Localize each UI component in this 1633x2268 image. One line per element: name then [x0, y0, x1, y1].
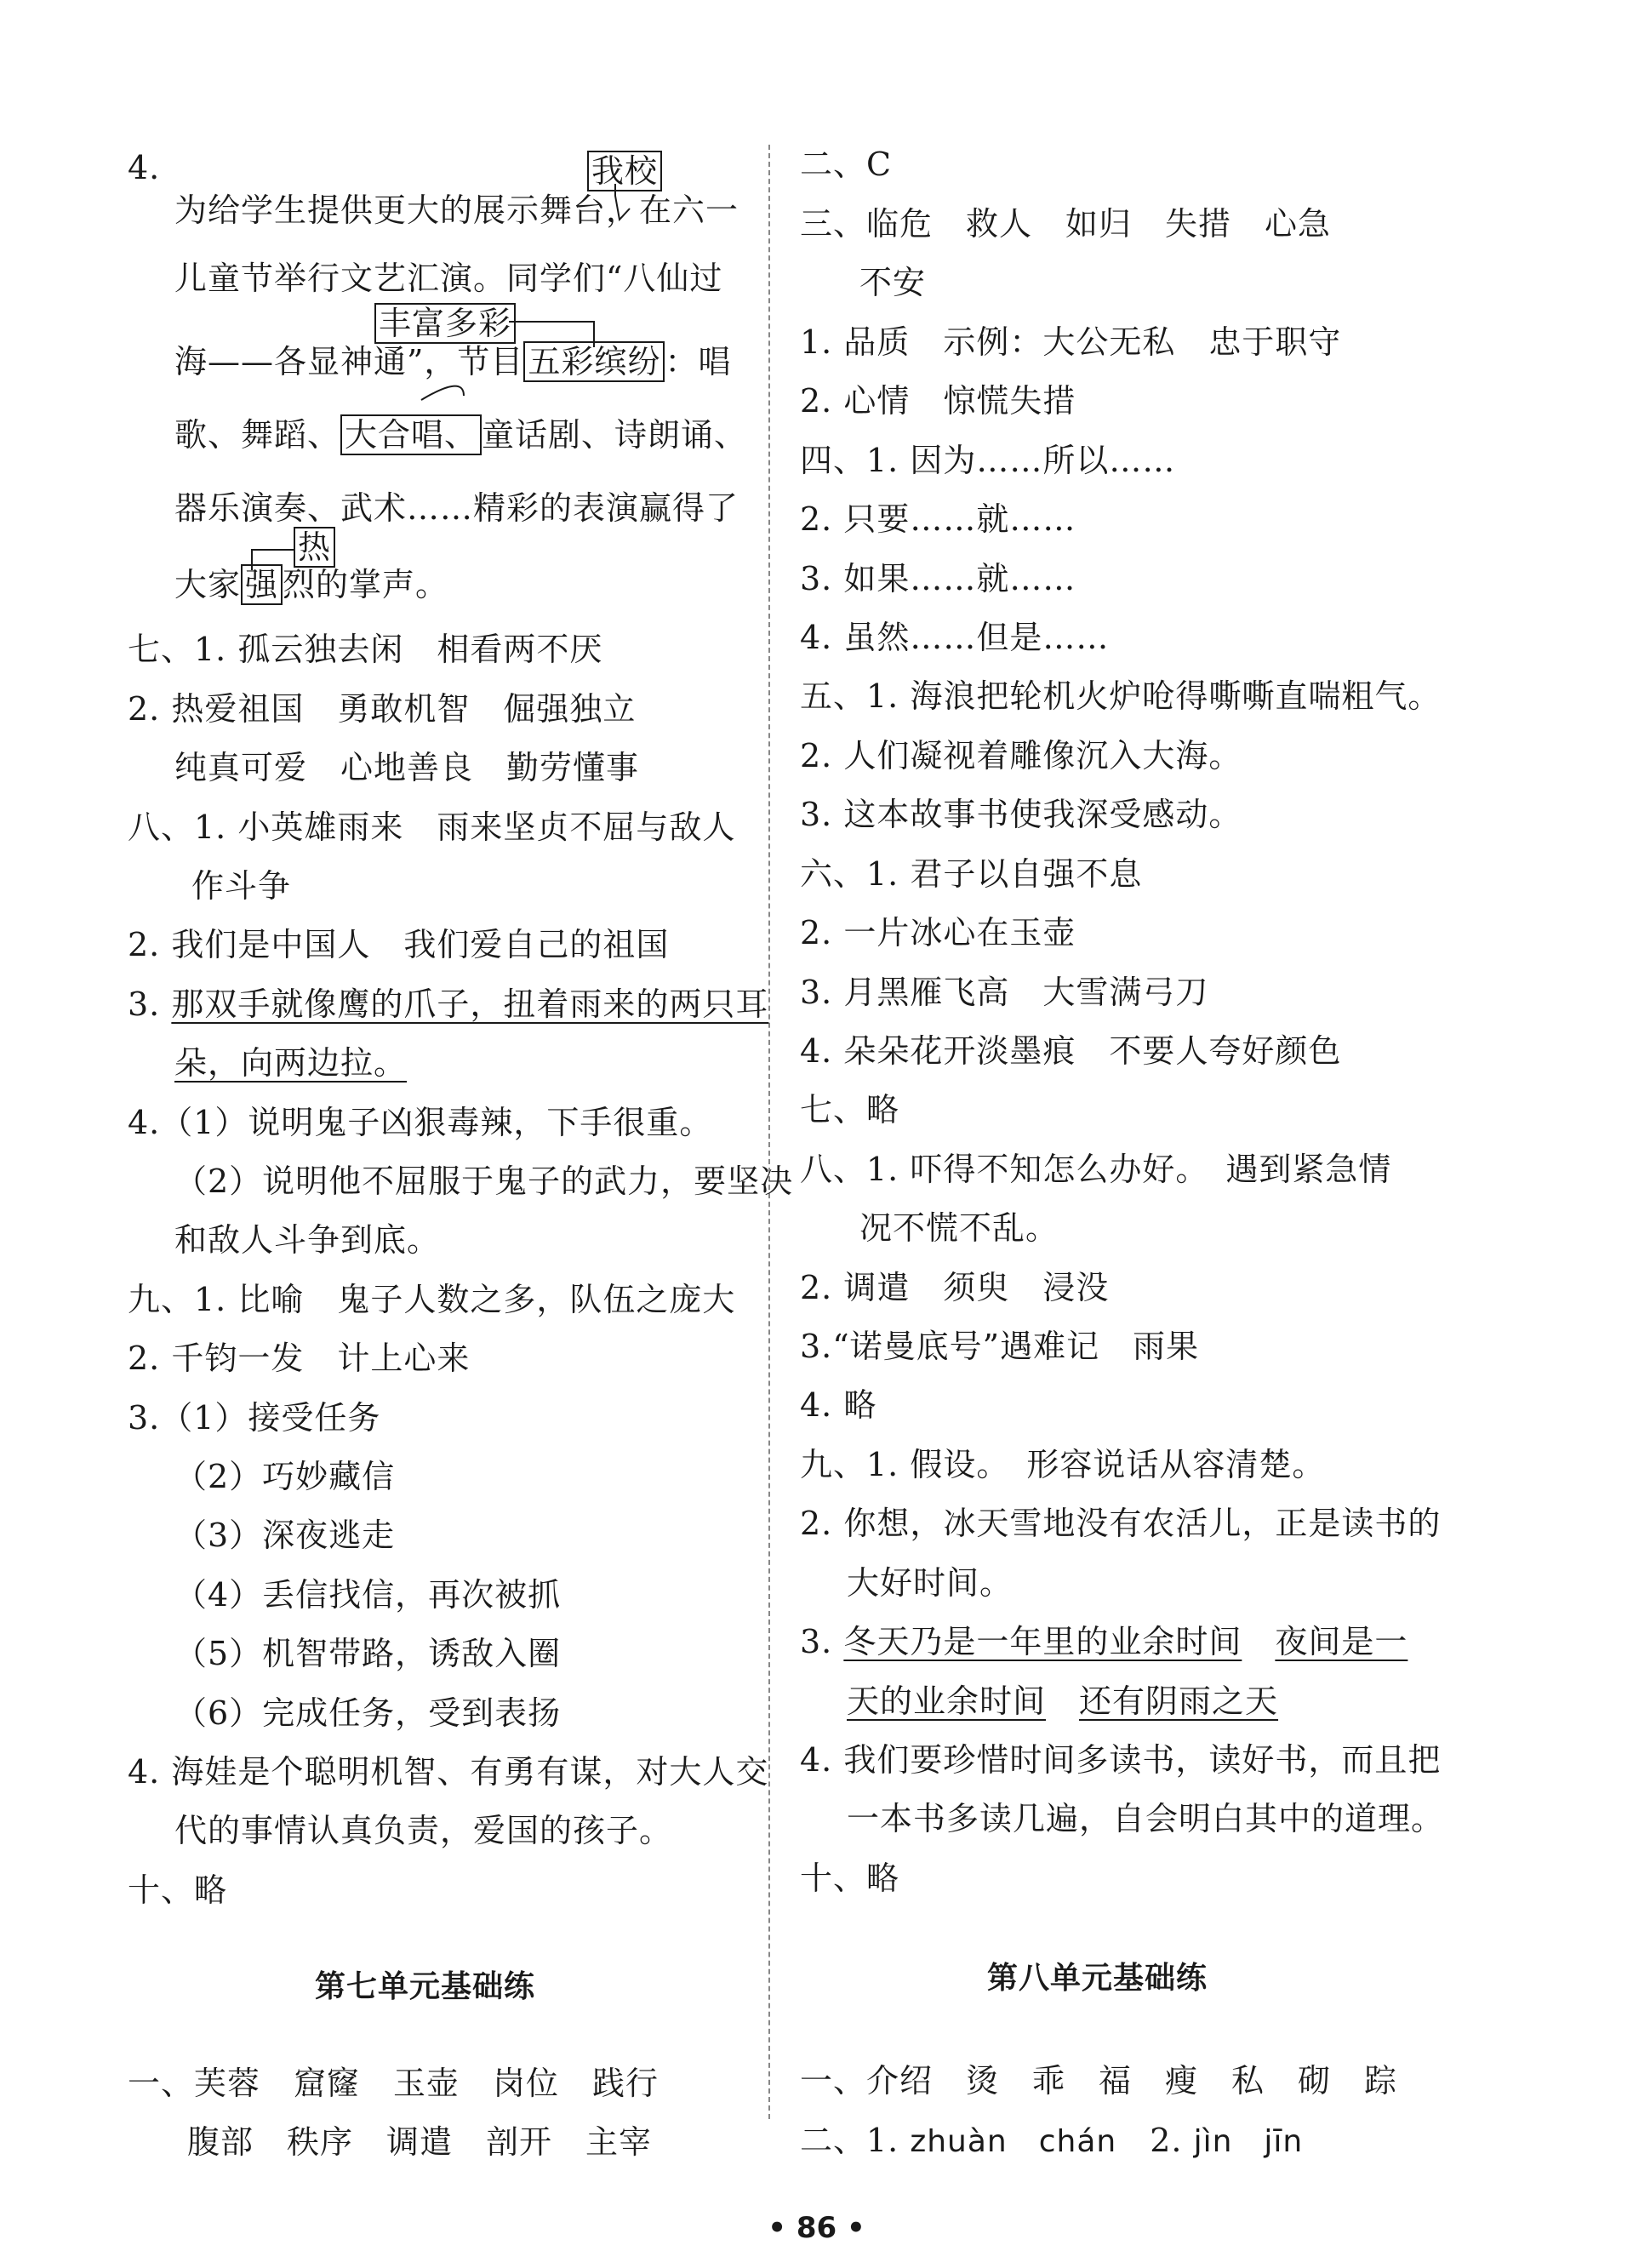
replace-line-mark	[509, 322, 594, 347]
s8-item-4c: 和敌人斗争到底。	[174, 1221, 441, 1259]
u8-item-2: 二、1. zhuàn chán 2. jìn jīn	[800, 2122, 1304, 2159]
page-number: • 86 •	[768, 2211, 865, 2245]
s9-item-3c: （3）深夜逃走	[174, 1517, 396, 1554]
s9-item-2: 2. 千钧一发 计上心来	[128, 1340, 471, 1377]
s9-item-4a: 4. 海娃是个聪明机智、有勇有谋，对大人交	[128, 1753, 769, 1791]
r9-item-2b: 大好时间。	[847, 1564, 1013, 1602]
r4-item-4: 4. 虽然……但是……	[800, 619, 1110, 656]
q4-line-3: 海——各显神通”，节目 五彩缤纷 ：唱	[174, 343, 732, 380]
insert-caret-mark	[615, 184, 630, 220]
r9-item-4b: 一本书多读几遍，自会明白其中的道理。	[847, 1800, 1445, 1837]
r3-item-a: 三、临危 救人 如归 失措 心急	[800, 205, 1332, 243]
r5-item-2: 2. 人们凝视着雕像沉入大海。	[800, 737, 1242, 774]
column-divider	[768, 145, 770, 2119]
s10-item: 十、略	[128, 1871, 228, 1909]
r3-item-2: 2. 心情 惊慌失措	[800, 382, 1076, 420]
q4-insert-fengfu: 丰富多彩	[374, 302, 516, 345]
r4-item-1: 四、1. 因为……所以……	[800, 442, 1176, 479]
r4-item-2: 2. 只要……就……	[800, 500, 1076, 538]
replace-line-mark-2	[252, 550, 294, 570]
r5-item-1: 五、1. 海浪把轮机火炉呛得嘶嘶直喘粗气。	[800, 677, 1442, 715]
q4-line-5: 器乐演奏、武术……精彩的表演赢得了	[174, 489, 739, 527]
edit-marks	[128, 0, 757, 613]
s9-item-3b: （2）巧妙藏信	[174, 1458, 396, 1495]
r9-item-3b: 天的业余时间 还有阴雨之天	[847, 1682, 1279, 1720]
r8-item-4: 4. 略	[800, 1386, 877, 1424]
r9-item-2a: 2. 你想，冰天雪地没有农活儿，正是读书的	[800, 1505, 1442, 1542]
r4-item-3: 3. 如果……就……	[800, 560, 1076, 597]
q4-insert-re: 热	[294, 526, 335, 568]
q4-line-1: 为给学生提供更大的展示舞台，在六一	[174, 191, 739, 229]
r9-item-1: 九、1. 假设。 形容说话从容清楚。	[800, 1446, 1326, 1483]
s9-item-3d: （4）丢信找信，再次被抓	[174, 1576, 562, 1614]
r8-item-3: 3.“诺曼底号”遇难记 雨果	[800, 1328, 1200, 1365]
r8-item-2: 2. 调遣 须臾 浸没	[800, 1269, 1110, 1306]
r6-item-2: 2. 一片冰心在玉壶	[800, 914, 1076, 951]
unit8-title: 第八单元基础练	[987, 1961, 1208, 1996]
s8-item-4b: （2）说明他不屈服于鬼子的武力，要坚决	[174, 1163, 794, 1200]
q4-line-2: 儿童节举行文艺汇演。同学们“八仙过	[174, 260, 723, 297]
r9-item-4a: 4. 我们要珍惜时间多读书，读好书，而且把	[800, 1741, 1442, 1779]
r6-item-1: 六、1. 君子以自强不息	[800, 855, 1143, 893]
u8-item-1: 一、介绍 烫 乖 福 瘦 私 砌 踪	[800, 2062, 1398, 2099]
r8-item-1b: 况不慌不乱。	[859, 1209, 1059, 1247]
swap-curve-mark	[421, 386, 464, 400]
s7-item-2a: 2. 热爱祖国 勇敢机智 倔强独立	[128, 690, 637, 728]
r5-item-3: 3. 这本故事书使我深受感动。	[800, 796, 1242, 833]
r6-item-4: 4. 朵朵花开淡墨痕 不要人夸好颜色	[800, 1032, 1342, 1070]
r3-item-1: 1. 品质 示例：大公无私 忠于职守	[800, 323, 1342, 361]
s9-item-4b: 代的事情认真负责，爱国的孩子。	[174, 1812, 673, 1849]
s9-item-3a: 3.（1）接受任务	[128, 1399, 381, 1437]
r2-item: 二、C	[800, 146, 893, 183]
s8-item-2: 2. 我们是中国人 我们爱自己的祖国	[128, 926, 670, 963]
s9-item-3f: （6）完成任务，受到表扬	[174, 1694, 562, 1732]
r8-item-1a: 八、1. 吓得不知怎么办好。 遇到紧急情	[800, 1151, 1392, 1188]
r3-item-b: 不安	[859, 264, 927, 301]
r6-item-3: 3. 月黑雁飞高 大雪满弓刀	[800, 974, 1209, 1011]
unit7-title: 第七单元基础练	[315, 1969, 536, 2004]
s9-item-1: 九、1. 比喻 鬼子人数之多，队伍之庞大	[128, 1281, 736, 1318]
s7-item-1: 七、1. 孤云独去闲 相看两不厌	[128, 631, 603, 668]
s7-item-2b: 纯真可爱 心地善良 勤劳懂事	[174, 749, 640, 786]
s9-item-3e: （5）机智带路，诱敌入圈	[174, 1635, 562, 1672]
s8-item-3a: 3. 那双手就像鹰的爪子，扭着雨来的两只耳	[128, 985, 769, 1023]
q4-number: 4.	[128, 149, 161, 186]
r7-item: 七、略	[800, 1091, 900, 1128]
s8-item-4a: 4.（1）说明鬼子凶狠毒辣，下手很重。	[128, 1104, 713, 1141]
u7-item-1a: 一、芙蓉 窟窿 玉壶 岗位 践行	[128, 2065, 659, 2102]
q4-insert-woxiao: 我校	[587, 150, 662, 192]
r9-item-3a: 3. 冬天乃是一年里的业余时间 夜间是一	[800, 1623, 1408, 1660]
q4-line-4: 歌、舞蹈、 大合唱、 童话剧、诗朗诵、	[174, 416, 748, 454]
s8-item-3b: 朵，向两边拉。	[174, 1044, 408, 1082]
q4-line-6: 大家 强 烈的掌声。	[174, 566, 449, 603]
s8-item-1a: 八、1. 小英雄雨来 雨来坚贞不屈与敌人	[128, 808, 736, 846]
u7-item-1b: 腹部 秩序 调遣 剖开 主宰	[187, 2123, 653, 2161]
s8-item-1b: 作斗争	[191, 867, 292, 905]
r10-item: 十、略	[800, 1860, 900, 1897]
